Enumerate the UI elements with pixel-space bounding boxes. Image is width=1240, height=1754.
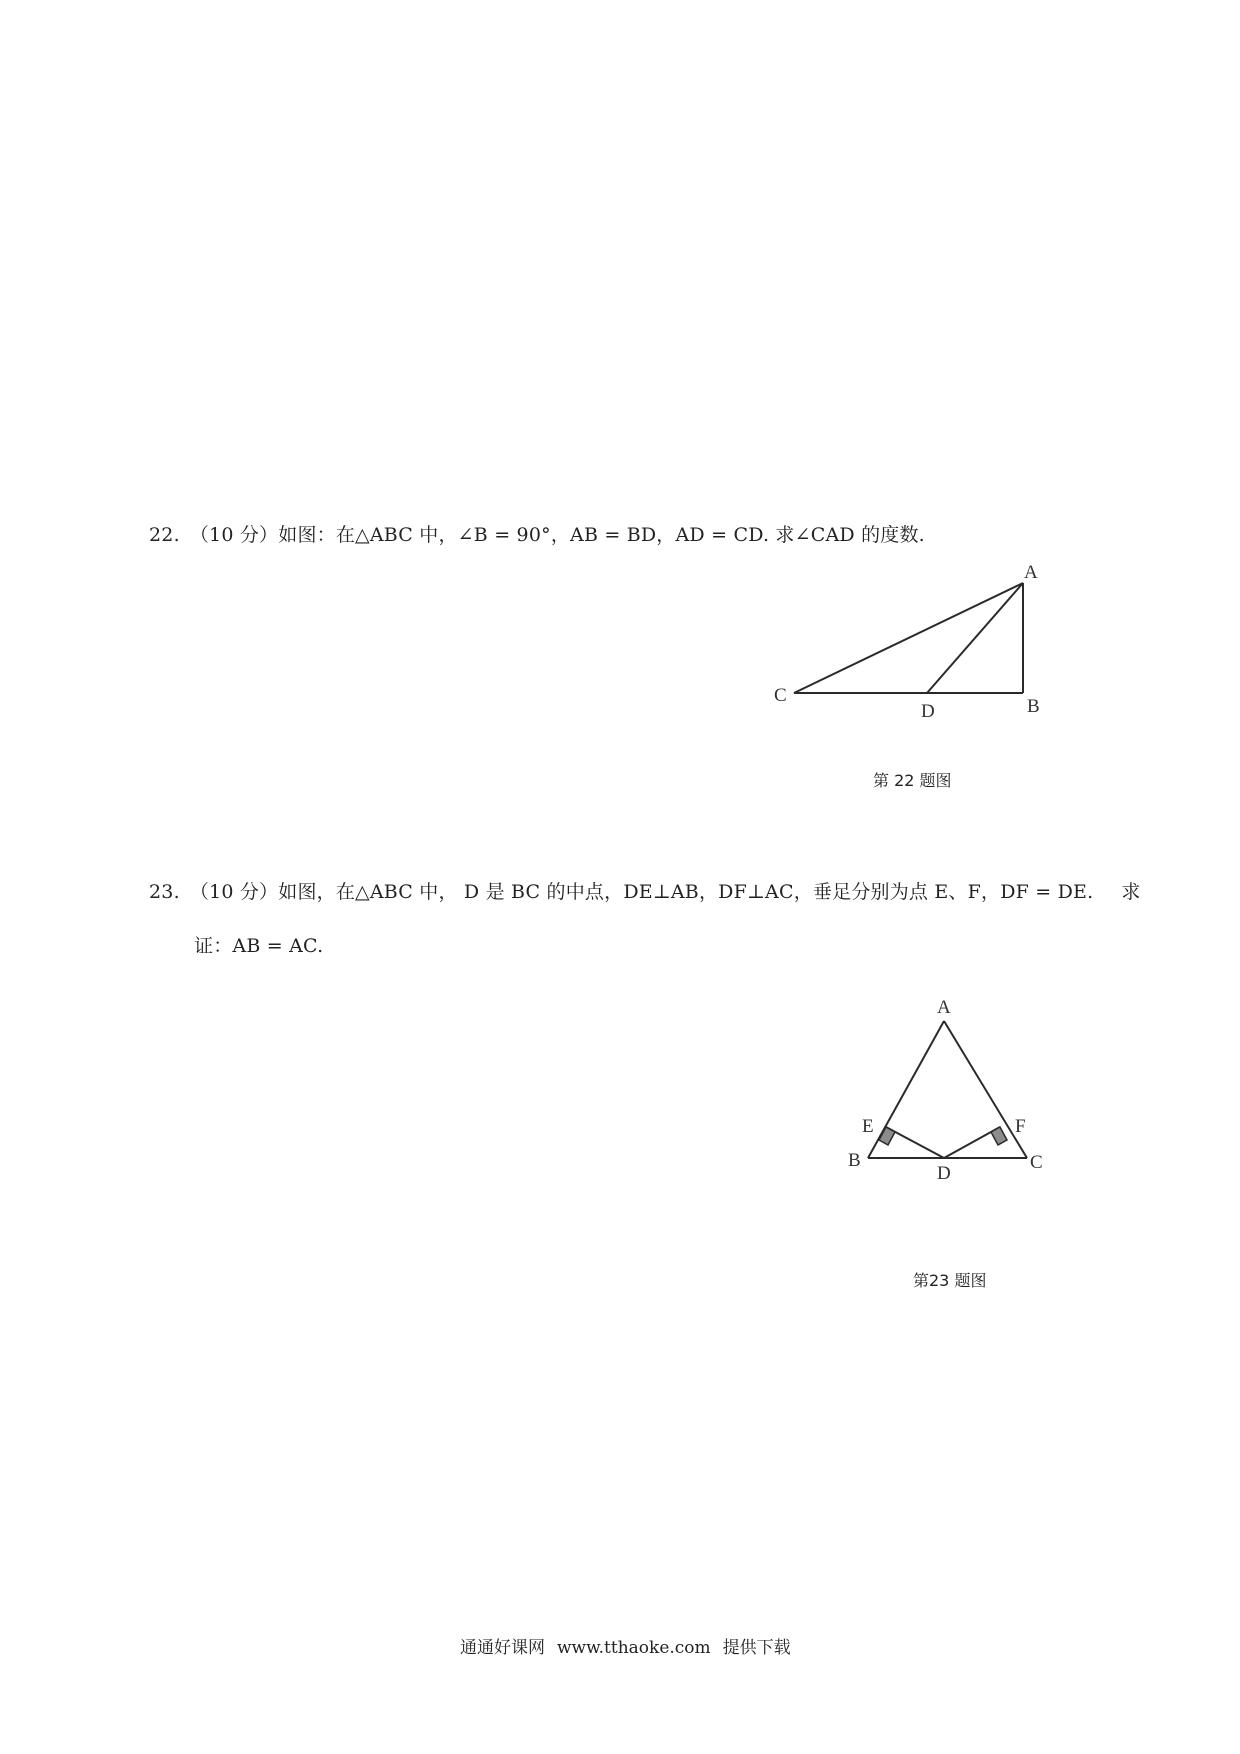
vertex-label-d: D (937, 1163, 951, 1184)
problem-22-statement (149, 523, 925, 547)
problem-22-text: （10 分）如图：在△ABC 中，∠B = 90°，AB = BD，AD = CD. 求∠CAD 的度数. (189, 524, 925, 546)
problem-23-number: 23. (149, 881, 180, 903)
vertex-label-c: C (1030, 1152, 1043, 1173)
vertex-label-a: A (1024, 562, 1038, 583)
segment-ad (927, 583, 1023, 693)
figure-22-caption: 第 22 题图 (873, 771, 952, 790)
problem-22-number: 22. (149, 524, 180, 546)
vertex-label-f: F (1015, 1116, 1026, 1137)
problem-23-statement-line-1 (149, 880, 1141, 904)
figure-22-lines (794, 583, 1023, 693)
vertex-label-d: D (921, 701, 935, 722)
segment-ca (794, 583, 1023, 693)
vertex-label-a: A (937, 997, 951, 1018)
page-footer (460, 1633, 791, 1658)
problem-23-statement-line-2: 证：AB = AC. (194, 935, 324, 957)
vertex-label-c: C (774, 685, 787, 706)
footer-url: www.tthaoke.com (557, 1638, 711, 1658)
vertex-label-e: E (862, 1116, 874, 1137)
vertex-label-b: B (1027, 696, 1040, 717)
problem-23-seek: 求 (1121, 881, 1141, 903)
footer-action: 提供下载 (722, 1638, 791, 1658)
problem-23-text-line-1: （10 分）如图，在△ABC 中， D 是 BC 的中点，DE⊥AB，DF⊥AC，垂足分别为点 E、F，DF = DE. (189, 881, 1094, 903)
figure-22-right-triangle (770, 562, 1060, 725)
segment-ac (944, 1021, 1027, 1158)
footer-site-name: 通通好课网 (460, 1638, 545, 1658)
figure-23-isosceles-triangle (840, 995, 1080, 1200)
figure-23-caption: 第23 题图 (913, 1271, 987, 1290)
vertex-label-b: B (848, 1150, 861, 1171)
